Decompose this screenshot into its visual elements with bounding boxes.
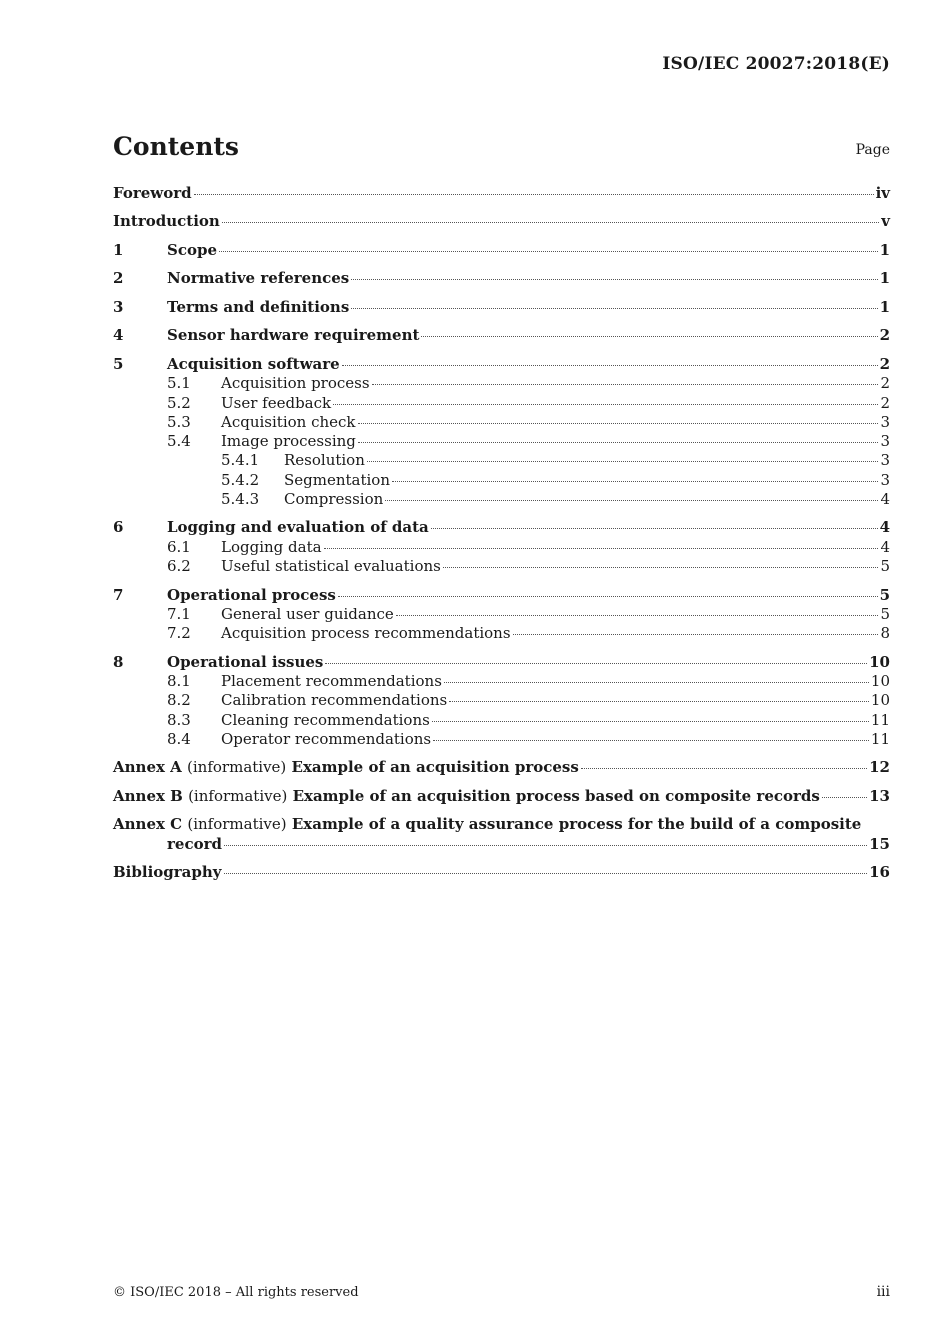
toc-entry-number: 7.2 (167, 624, 191, 643)
toc-entry[interactable] (113, 326, 890, 345)
copyright-notice: © ISO/IEC 2018 – All rights reserved (113, 1285, 359, 1300)
bibliography-page: 16 (869, 863, 890, 882)
dot-leader (224, 845, 867, 846)
annex-b-page: 13 (869, 786, 890, 805)
bibliography-label: Bibliography (113, 863, 222, 882)
toc-entry[interactable] (113, 374, 890, 393)
toc-entry-number: 5.4 (167, 432, 191, 451)
toc-entry-page: 3 (880, 470, 890, 489)
toc-entry-label: Cleaning recommendations (221, 710, 430, 729)
toc-entry-page: 3 (880, 432, 890, 451)
title-row (113, 132, 890, 166)
toc-annex-a[interactable] (113, 758, 890, 777)
toc-entry-label: Logging data (221, 537, 322, 556)
toc-entry-label: Segmentation (284, 470, 391, 489)
toc-entry-page: 3 (880, 451, 890, 470)
annex-a-page: 12 (869, 758, 890, 777)
table-of-contents (113, 184, 890, 882)
annex-a-title: Example of an acquisition process (291, 758, 579, 777)
toc-entry-number: 8.2 (167, 691, 191, 710)
toc-entry-page: 1 (879, 269, 890, 288)
dot-leader (822, 797, 867, 798)
toc-entry[interactable] (113, 605, 890, 624)
annex-a-prefix: Annex A (113, 758, 182, 777)
toc-entry-number: 5 (113, 354, 124, 373)
dot-leader (449, 701, 869, 702)
toc-entry[interactable] (113, 451, 890, 470)
toc-entry-page: 4 (880, 537, 890, 556)
dot-leader (396, 615, 879, 616)
dot-leader (224, 873, 868, 874)
toc-entry-number: 5.2 (167, 393, 191, 412)
toc-entry-number: 6.1 (167, 537, 191, 556)
toc-entry[interactable] (113, 711, 890, 730)
dot-leader (324, 548, 879, 549)
annex-c-title-line1: Example of a quality assurance process for the build of a composite (291, 815, 862, 834)
toc-entry-number: 5.3 (167, 412, 191, 431)
dot-leader (333, 404, 878, 405)
toc-entry[interactable] (113, 432, 890, 451)
toc-entry-page: 1 (879, 240, 890, 259)
annex-c-title-line2: record (167, 834, 222, 853)
toc-entry-page: 5 (880, 604, 890, 623)
toc-entry-label: Acquisition check (221, 412, 356, 431)
toc-entry-label: Sensor hardware requirement (167, 326, 420, 345)
document-id: ISO/IEC 20027:2018(E) (662, 54, 890, 74)
toc-entry-page: 8 (880, 624, 890, 643)
toc-entry-number: 4 (113, 326, 124, 345)
toc-entry-label: Operational process (167, 585, 336, 604)
dot-leader (581, 768, 867, 769)
dot-leader (392, 481, 878, 482)
toc-entries (113, 184, 890, 749)
toc-entry[interactable] (113, 672, 890, 691)
toc-annex-c[interactable] (113, 815, 890, 854)
toc-entry-label: Image processing (221, 432, 356, 451)
dot-leader (433, 740, 869, 741)
dot-leader (351, 308, 877, 309)
toc-entry-page: 2 (879, 326, 890, 345)
toc-entry-number: 3 (113, 297, 124, 316)
toc-entry-number: 8 (113, 652, 124, 671)
toc-entry-page: 10 (869, 652, 890, 671)
toc-entry-label: Placement recommendations (221, 671, 442, 690)
annex-c-prefix: Annex C (113, 815, 183, 834)
toc-entry-label: General user guidance (221, 604, 394, 623)
toc-entry-label: Normative references (167, 269, 350, 288)
toc-entry-page: 4 (880, 489, 890, 508)
toc-entry[interactable] (113, 653, 890, 672)
toc-bibliography[interactable] (113, 863, 890, 882)
annex-c-tag: (informative) (187, 815, 287, 834)
annex-a-tag: (informative) (187, 758, 287, 777)
toc-annex-b[interactable] (113, 787, 890, 806)
dot-leader (432, 721, 869, 722)
toc-entry[interactable] (113, 298, 890, 317)
toc-entry-page: 5 (879, 585, 890, 604)
toc-entry-page: 11 (870, 710, 890, 729)
toc-entry[interactable] (113, 355, 890, 374)
annex-b-tag: (informative) (188, 786, 288, 805)
toc-entry[interactable] (113, 241, 890, 260)
dot-leader (338, 596, 878, 597)
dot-leader (194, 194, 874, 195)
dot-leader (358, 423, 879, 424)
toc-entry-page: 10 (870, 671, 890, 690)
dot-leader (367, 461, 879, 462)
toc-entry-label: Acquisition software (167, 354, 340, 373)
toc-entry[interactable] (113, 624, 890, 643)
toc-entry-number: 5.1 (167, 374, 191, 393)
toc-entry-page: 2 (879, 354, 890, 373)
toc-entry[interactable] (113, 394, 890, 413)
toc-entry[interactable] (113, 269, 890, 288)
toc-entry-page: 1 (879, 297, 890, 316)
toc-entry[interactable] (113, 518, 890, 537)
toc-entry-number: 6.2 (167, 557, 191, 576)
toc-entry-label: Introduction (113, 212, 220, 231)
dot-leader (385, 500, 878, 501)
dot-leader (444, 682, 869, 683)
toc-entry-page: 2 (880, 374, 890, 393)
toc-entry-label: Calibration recommendations (221, 691, 448, 710)
toc-entry-label: Useful statistical evaluations (221, 557, 441, 576)
annex-c-page: 15 (869, 834, 890, 853)
toc-entry[interactable] (113, 730, 890, 749)
toc-entry-page: v (881, 212, 890, 231)
toc-entry[interactable] (113, 557, 890, 576)
dot-leader (219, 251, 878, 252)
toc-entry[interactable] (113, 490, 890, 509)
toc-entry-page: 4 (879, 518, 890, 537)
toc-entry-label: Acquisition process recommendations (221, 624, 511, 643)
dot-leader (358, 442, 879, 443)
toc-entry-label: Logging and evaluation of data (167, 518, 429, 537)
toc-entry[interactable] (113, 184, 890, 203)
toc-entry-page: 10 (870, 691, 890, 710)
toc-entry[interactable] (113, 538, 890, 557)
dot-leader (421, 336, 877, 337)
dot-leader (342, 365, 878, 366)
toc-entry-page: 2 (880, 393, 890, 412)
toc-entry-number: 8.4 (167, 729, 191, 748)
toc-entry-label: User feedback (221, 393, 332, 412)
toc-entry-label: Acquisition process (221, 374, 370, 393)
toc-entry-label: Compression (284, 489, 384, 508)
toc-entry-label: Foreword (113, 184, 192, 202)
page-column-label: Page (855, 142, 890, 158)
dot-leader (372, 384, 879, 385)
annex-b-title: Example of an acquisition process based on composite records (292, 786, 820, 805)
toc-entry-page: 11 (870, 729, 890, 748)
toc-entry-number: 6 (113, 518, 124, 537)
toc-entry-label: Operational issues (167, 652, 324, 671)
toc-entry-page: iv (875, 184, 890, 202)
toc-entry-label: Scope (167, 240, 218, 259)
toc-entry[interactable] (113, 471, 890, 490)
dot-leader (325, 663, 867, 664)
toc-entry-label: Terms and definitions (167, 297, 350, 316)
page-title: Contents (113, 132, 240, 161)
toc-entry[interactable] (113, 413, 890, 432)
toc-entry-number: 8.1 (167, 671, 191, 690)
toc-entry-label: Resolution (284, 451, 365, 470)
toc-entry-number: 7.1 (167, 604, 191, 623)
dot-leader (443, 567, 879, 568)
dot-leader (513, 634, 879, 635)
toc-entry-number: 2 (113, 269, 124, 288)
dot-leader (431, 528, 878, 529)
toc-entry-label: Operator recommendations (221, 729, 432, 748)
toc-entry-page: 3 (880, 412, 890, 431)
toc-entry[interactable] (113, 212, 890, 231)
page-number: iii (876, 1284, 890, 1300)
toc-entry-number: 7 (113, 585, 124, 604)
annex-b-prefix: Annex B (113, 786, 183, 805)
toc-entry-number: 5.4.2 (221, 470, 260, 489)
dot-leader (222, 222, 879, 223)
toc-entry-number: 8.3 (167, 710, 191, 729)
toc-entry-number: 1 (113, 240, 124, 259)
dot-leader (351, 279, 877, 280)
toc-entry-number: 5.4.3 (221, 489, 260, 508)
toc-entry-number: 5.4.1 (221, 451, 260, 470)
toc-entry[interactable] (113, 691, 890, 710)
toc-entry-page: 5 (880, 557, 890, 576)
toc-entry[interactable] (113, 586, 890, 605)
